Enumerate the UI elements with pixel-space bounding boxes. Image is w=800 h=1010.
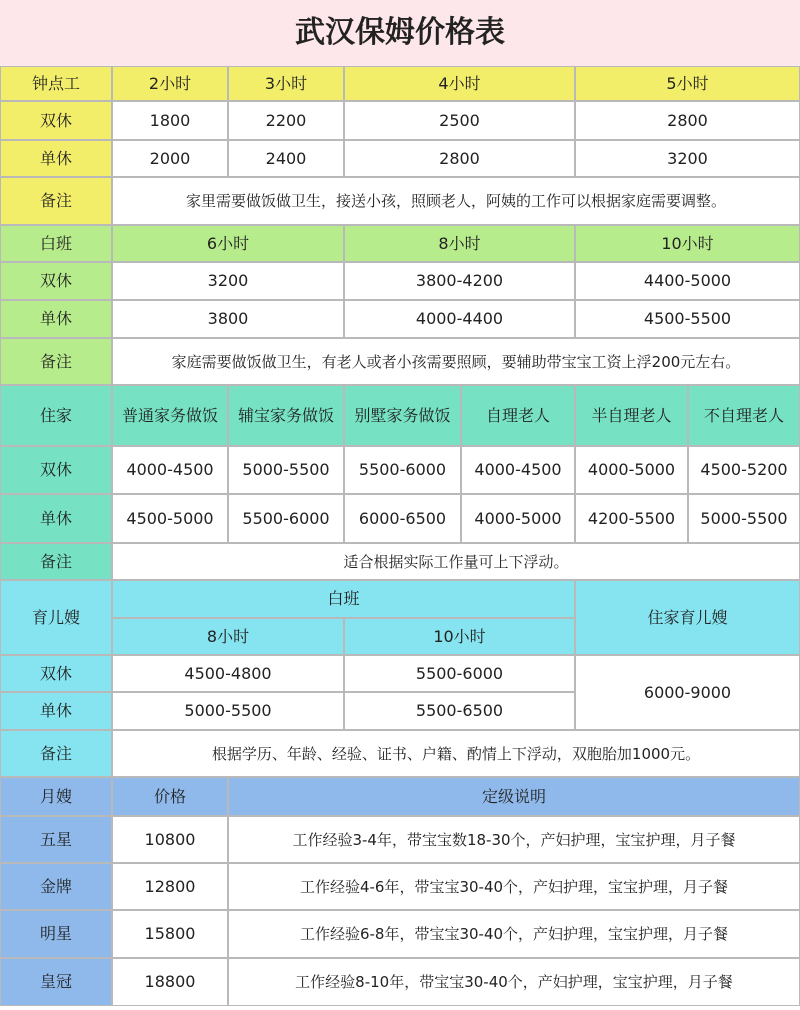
day-note: 家庭需要做饭做卫生，有老人或者小孩需要照顾，要辅助带宝宝工资上浮200元左右。 xyxy=(112,338,800,385)
nanny-row-label: 单休 xyxy=(0,692,112,730)
nanny-value-cell: 4500-4800 xyxy=(112,655,344,692)
live-in-value-cell: 4000-5000 xyxy=(575,446,688,494)
live-in-header-cell: 不自理老人 xyxy=(688,385,800,446)
day-row-label: 双休 xyxy=(0,262,112,300)
hourly-header-cell: 3小时 xyxy=(228,66,344,101)
maternity-price: 15800 xyxy=(112,910,228,958)
maternity-price: 10800 xyxy=(112,816,228,863)
nanny-note: 根据学历、年龄、经验、证书、户籍、酌情上下浮动，双胞胎加1000元。 xyxy=(112,730,800,777)
hourly-value-cell: 2800 xyxy=(575,101,800,140)
live-in-value-cell: 4000-4500 xyxy=(112,446,228,494)
maternity-header-cell: 价格 xyxy=(112,777,228,816)
live-in-value-cell: 4500-5000 xyxy=(112,494,228,543)
live-in-label: 住家 xyxy=(0,385,112,446)
live-in-header-cell: 普通家务做饭 xyxy=(112,385,228,446)
hourly-value-cell: 3200 xyxy=(575,140,800,177)
live-in-row-label: 双休 xyxy=(0,446,112,494)
hourly-row-label: 双休 xyxy=(0,101,112,140)
live-in-value-cell: 4000-5000 xyxy=(461,494,575,543)
nanny-note-label: 备注 xyxy=(0,730,112,777)
live-in-value-cell: 4500-5200 xyxy=(688,446,800,494)
live-in-header-cell: 半自理老人 xyxy=(575,385,688,446)
hourly-value-cell: 1800 xyxy=(112,101,228,140)
nanny-value-cell: 5500-6500 xyxy=(344,692,575,730)
hourly-value-cell: 2000 xyxy=(112,140,228,177)
live-in-value-cell: 6000-6500 xyxy=(344,494,461,543)
hourly-row-label: 单休 xyxy=(0,140,112,177)
day-label: 白班 xyxy=(0,225,112,262)
day-value-cell: 3800 xyxy=(112,300,344,338)
live-in-row-label: 单休 xyxy=(0,494,112,543)
live-in-value-cell: 4000-4500 xyxy=(461,446,575,494)
live-in-value-cell: 5000-5500 xyxy=(688,494,800,543)
live-in-value-cell: 5000-5500 xyxy=(228,446,344,494)
hourly-value-cell: 2200 xyxy=(228,101,344,140)
day-note-label: 备注 xyxy=(0,338,112,385)
page-title: 武汉保姆价格表 xyxy=(0,0,800,66)
nanny-row-label: 双休 xyxy=(0,655,112,692)
maternity-price: 18800 xyxy=(112,958,228,1006)
hourly-header-cell: 2小时 xyxy=(112,66,228,101)
day-value-cell: 3800-4200 xyxy=(344,262,575,300)
hourly-note: 家里需要做饭做卫生，接送小孩，照顾老人，阿姨的工作可以根据家庭需要调整。 xyxy=(112,177,800,225)
day-value-cell: 4400-5000 xyxy=(575,262,800,300)
live-in-value-cell: 4200-5500 xyxy=(575,494,688,543)
maternity-desc: 工作经验3-4年，带宝宝数18-30个，产妇护理，宝宝护理，月子餐 xyxy=(228,816,800,863)
nanny-value-cell: 5000-5500 xyxy=(112,692,344,730)
live-in-header-cell: 辅宝家务做饭 xyxy=(228,385,344,446)
day-value-cell: 4000-4400 xyxy=(344,300,575,338)
day-value-cell: 3200 xyxy=(112,262,344,300)
day-header-cell: 10小时 xyxy=(575,225,800,262)
day-header-cell: 8小时 xyxy=(344,225,575,262)
maternity-price: 12800 xyxy=(112,863,228,910)
day-value-cell: 4500-5500 xyxy=(575,300,800,338)
live-in-header-cell: 别墅家务做饭 xyxy=(344,385,461,446)
nanny-value-cell: 5500-6000 xyxy=(344,655,575,692)
nanny-hours-cell: 8小时 xyxy=(112,618,344,655)
hourly-header-cell: 5小时 xyxy=(575,66,800,101)
hourly-value-cell: 2500 xyxy=(344,101,575,140)
live-in-value-cell: 5500-6000 xyxy=(344,446,461,494)
day-header-cell: 6小时 xyxy=(112,225,344,262)
live-in-header-cell: 自理老人 xyxy=(461,385,575,446)
maternity-row-label: 明星 xyxy=(0,910,112,958)
nanny-live-value: 6000-9000 xyxy=(575,655,800,730)
nanny-label: 育儿嫂 xyxy=(0,580,112,655)
hourly-note-label: 备注 xyxy=(0,177,112,225)
maternity-row-label: 皇冠 xyxy=(0,958,112,1006)
maternity-desc: 工作经验6-8年，带宝宝30-40个，产妇护理，宝宝护理，月子餐 xyxy=(228,910,800,958)
nanny-live-label: 住家育儿嫂 xyxy=(575,580,800,655)
hourly-value-cell: 2400 xyxy=(228,140,344,177)
hourly-label: 钟点工 xyxy=(0,66,112,101)
live-in-note: 适合根据实际工作量可上下浮动。 xyxy=(112,543,800,580)
nanny-hours-cell: 10小时 xyxy=(344,618,575,655)
hourly-value-cell: 2800 xyxy=(344,140,575,177)
maternity-header-cell: 定级说明 xyxy=(228,777,800,816)
hourly-header-cell: 4小时 xyxy=(344,66,575,101)
maternity-row-label: 五星 xyxy=(0,816,112,863)
day-row-label: 单休 xyxy=(0,300,112,338)
maternity-label: 月嫂 xyxy=(0,777,112,816)
live-in-value-cell: 5500-6000 xyxy=(228,494,344,543)
nanny-day-label: 白班 xyxy=(112,580,575,618)
maternity-desc: 工作经验4-6年，带宝宝30-40个，产妇护理，宝宝护理，月子餐 xyxy=(228,863,800,910)
live-in-note-label: 备注 xyxy=(0,543,112,580)
maternity-desc: 工作经验8-10年，带宝宝30-40个，产妇护理，宝宝护理，月子餐 xyxy=(228,958,800,1006)
maternity-row-label: 金牌 xyxy=(0,863,112,910)
